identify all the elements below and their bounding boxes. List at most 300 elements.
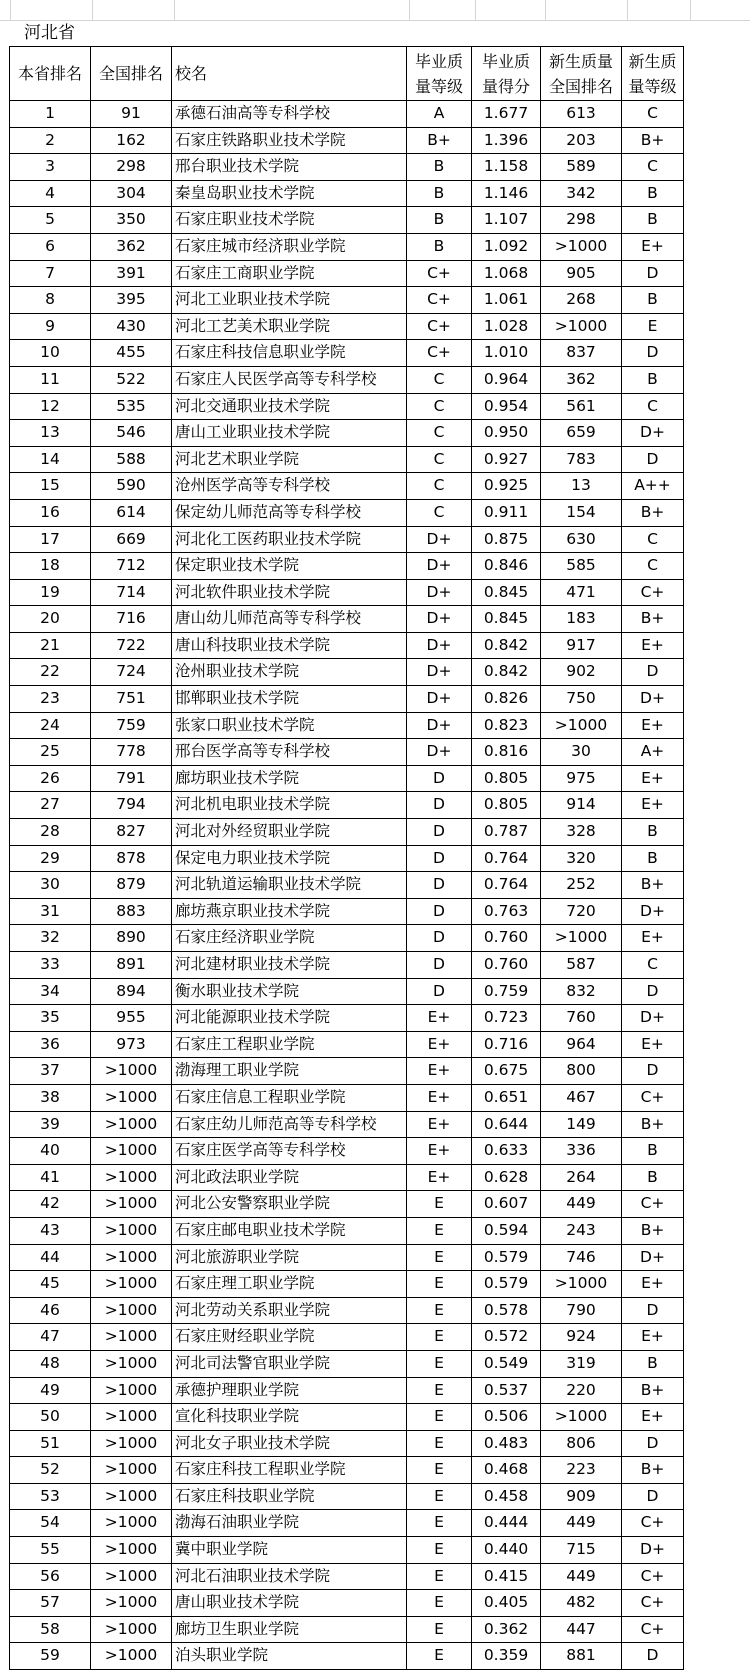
gridline xyxy=(627,0,628,20)
freshman-rank-cell: 561 xyxy=(541,393,622,420)
province-rank-cell: 37 xyxy=(10,1058,91,1085)
national-rank-cell: 304 xyxy=(91,180,172,207)
grad-score-cell: 0.826 xyxy=(472,686,541,713)
freshman-grade-cell: E+ xyxy=(622,765,684,792)
table-row xyxy=(10,1510,684,1537)
national-rank-cell: >1000 xyxy=(91,1271,172,1298)
grad-grade-cell: D xyxy=(407,952,472,979)
grad-grade-cell: D xyxy=(407,765,472,792)
freshman-grade-cell: C xyxy=(622,154,684,181)
table-row xyxy=(10,978,684,1005)
freshman-grade-cell: C+ xyxy=(622,1084,684,1111)
freshman-grade-cell: C+ xyxy=(622,1590,684,1617)
freshman-grade-cell: E+ xyxy=(622,1031,684,1058)
province-rank-cell: 6 xyxy=(10,233,91,260)
school-name-cell: 河北轨道运输职业技术学院 xyxy=(172,872,407,899)
province-rank-cell: 33 xyxy=(10,952,91,979)
grad-grade-cell: E xyxy=(407,1244,472,1271)
freshman-rank-cell: 320 xyxy=(541,845,622,872)
grad-score-cell: 0.405 xyxy=(472,1590,541,1617)
freshman-grade-cell: D+ xyxy=(622,686,684,713)
grad-grade-cell: D xyxy=(407,978,472,1005)
grad-score-cell: 0.483 xyxy=(472,1430,541,1457)
school-name-cell: 河北交通职业技术学院 xyxy=(172,393,407,420)
table-row xyxy=(10,1404,684,1431)
freshman-grade-cell: B xyxy=(622,845,684,872)
grad-score-cell: 1.028 xyxy=(472,313,541,340)
province-rank-cell: 56 xyxy=(10,1563,91,1590)
freshman-rank-cell: 924 xyxy=(541,1324,622,1351)
freshman-grade-cell: C+ xyxy=(622,1616,684,1643)
freshman-rank-cell: >1000 xyxy=(541,925,622,952)
freshman-grade-cell: C xyxy=(622,553,684,580)
grad-grade-cell: D+ xyxy=(407,686,472,713)
freshman-grade-cell: D+ xyxy=(622,420,684,447)
grad-grade-cell: C xyxy=(407,446,472,473)
grad-grade-cell: C+ xyxy=(407,340,472,367)
province-rank-cell: 50 xyxy=(10,1404,91,1431)
table-row xyxy=(10,1111,684,1138)
national-rank-cell: 455 xyxy=(91,340,172,367)
school-name-cell: 河北工艺美术职业学院 xyxy=(172,313,407,340)
school-name-cell: 石家庄经济职业学院 xyxy=(172,925,407,952)
table-row xyxy=(10,1377,684,1404)
school-name-cell: 廊坊卫生职业学院 xyxy=(172,1616,407,1643)
freshman-grade-cell: C xyxy=(622,101,684,128)
grad-score-cell: 0.805 xyxy=(472,792,541,819)
national-rank-cell: 391 xyxy=(91,260,172,287)
province-rank-cell: 53 xyxy=(10,1483,91,1510)
grad-score-cell: 0.950 xyxy=(472,420,541,447)
table-row xyxy=(10,1590,684,1617)
freshman-grade-cell: B xyxy=(622,819,684,846)
gridline xyxy=(475,0,476,20)
freshman-rank-cell: 909 xyxy=(541,1483,622,1510)
province-rank-cell: 54 xyxy=(10,1510,91,1537)
freshman-rank-cell: 243 xyxy=(541,1217,622,1244)
national-rank-cell: 298 xyxy=(91,154,172,181)
freshman-rank-cell: 154 xyxy=(541,499,622,526)
grad-grade-cell: E xyxy=(407,1590,472,1617)
school-name-cell: 石家庄财经职业学院 xyxy=(172,1324,407,1351)
national-rank-cell: 350 xyxy=(91,207,172,234)
freshman-rank-cell: 975 xyxy=(541,765,622,792)
grad-score-cell: 0.549 xyxy=(472,1350,541,1377)
freshman-grade-cell: D xyxy=(622,446,684,473)
grad-grade-cell: B xyxy=(407,154,472,181)
national-rank-cell: >1000 xyxy=(91,1138,172,1165)
freshman-rank-cell: 319 xyxy=(541,1350,622,1377)
province-rank-cell: 40 xyxy=(10,1138,91,1165)
freshman-rank-cell: 800 xyxy=(541,1058,622,1085)
grad-score-cell: 0.579 xyxy=(472,1244,541,1271)
header-text: 量得分 xyxy=(481,76,530,96)
grad-score-cell: 0.764 xyxy=(472,872,541,899)
province-rank-cell: 23 xyxy=(10,686,91,713)
province-rank-cell: 46 xyxy=(10,1297,91,1324)
table-row xyxy=(10,925,684,952)
grad-score-cell: 0.964 xyxy=(472,366,541,393)
freshman-grade-cell: C xyxy=(622,952,684,979)
school-name-cell: 唐山科技职业技术学院 xyxy=(172,632,407,659)
national-rank-cell: 724 xyxy=(91,659,172,686)
grad-grade-cell: D+ xyxy=(407,526,472,553)
freshman-rank-cell: 832 xyxy=(541,978,622,1005)
school-name-cell: 石家庄科技信息职业学院 xyxy=(172,340,407,367)
grad-score-cell: 0.842 xyxy=(472,632,541,659)
freshman-rank-cell: 342 xyxy=(541,180,622,207)
freshman-rank-cell: 585 xyxy=(541,553,622,580)
freshman-grade-cell: B+ xyxy=(622,1111,684,1138)
grad-grade-cell: E xyxy=(407,1271,472,1298)
school-name-cell: 石家庄科技职业学院 xyxy=(172,1483,407,1510)
grad-score-cell: 0.846 xyxy=(472,553,541,580)
school-name-cell: 石家庄理工职业学院 xyxy=(172,1271,407,1298)
school-name-cell: 石家庄职业技术学院 xyxy=(172,207,407,234)
freshman-rank-cell: >1000 xyxy=(541,1271,622,1298)
grad-score-cell: 0.572 xyxy=(472,1324,541,1351)
school-name-cell: 石家庄城市经济职业学院 xyxy=(172,233,407,260)
grad-score-cell: 0.444 xyxy=(472,1510,541,1537)
national-rank-cell: >1000 xyxy=(91,1483,172,1510)
province-rank-cell: 10 xyxy=(10,340,91,367)
national-rank-cell: 878 xyxy=(91,845,172,872)
grad-grade-cell: E xyxy=(407,1643,472,1670)
freshman-rank-cell: 449 xyxy=(541,1563,622,1590)
national-rank-cell: 91 xyxy=(91,101,172,128)
freshman-grade-cell: E+ xyxy=(622,1324,684,1351)
province-rank-cell: 57 xyxy=(10,1590,91,1617)
freshman-grade-cell: E+ xyxy=(622,925,684,952)
freshman-rank-cell: 183 xyxy=(541,606,622,633)
freshman-rank-cell: 587 xyxy=(541,952,622,979)
freshman-rank-cell: 746 xyxy=(541,1244,622,1271)
grad-score-cell: 0.759 xyxy=(472,978,541,1005)
national-rank-cell: 827 xyxy=(91,819,172,846)
school-name-cell: 石家庄人民医学高等专科学校 xyxy=(172,366,407,393)
school-name-cell: 石家庄铁路职业技术学院 xyxy=(172,127,407,154)
table-row xyxy=(10,1058,684,1085)
school-name-cell: 保定职业技术学院 xyxy=(172,553,407,580)
table-row xyxy=(10,446,684,473)
province-rank-cell: 4 xyxy=(10,180,91,207)
grad-score-cell: 0.927 xyxy=(472,446,541,473)
grad-grade-cell: E xyxy=(407,1563,472,1590)
school-name-cell: 冀中职业学院 xyxy=(172,1537,407,1564)
gridline xyxy=(545,0,546,20)
school-name-cell: 河北旅游职业学院 xyxy=(172,1244,407,1271)
grad-grade-cell: D+ xyxy=(407,579,472,606)
national-rank-header xyxy=(91,47,172,101)
national-rank-cell: 791 xyxy=(91,765,172,792)
school-name-cell: 河北软件职业技术学院 xyxy=(172,579,407,606)
grad-score-cell: 0.760 xyxy=(472,925,541,952)
national-rank-cell: 395 xyxy=(91,287,172,314)
grad-grade-cell: D xyxy=(407,898,472,925)
freshman-grade-cell: D+ xyxy=(622,898,684,925)
table-row xyxy=(10,765,684,792)
national-rank-cell: >1000 xyxy=(91,1191,172,1218)
school-name-cell: 河北对外经贸职业学院 xyxy=(172,819,407,846)
national-rank-cell: 716 xyxy=(91,606,172,633)
school-name-cell: 保定电力职业技术学院 xyxy=(172,845,407,872)
grad-score-cell: 0.362 xyxy=(472,1616,541,1643)
national-rank-cell: 712 xyxy=(91,553,172,580)
freshman-grade-cell: B xyxy=(622,1350,684,1377)
grad-score-cell: 0.628 xyxy=(472,1164,541,1191)
freshman-grade-cell: B+ xyxy=(622,606,684,633)
freshman-grade-cell: D+ xyxy=(622,1244,684,1271)
national-rank-cell: 778 xyxy=(91,739,172,766)
province-rank-cell: 8 xyxy=(10,287,91,314)
table-row xyxy=(10,1430,684,1457)
province-rank-cell: 59 xyxy=(10,1643,91,1670)
freshman-grade-cell: C+ xyxy=(622,1510,684,1537)
province-rank-cell: 13 xyxy=(10,420,91,447)
freshman-grade-cell: E+ xyxy=(622,233,684,260)
school-name-cell: 廊坊职业技术学院 xyxy=(172,765,407,792)
gridline xyxy=(0,20,750,21)
freshman-rank-cell: >1000 xyxy=(541,1404,622,1431)
school-name-cell: 河北艺术职业学院 xyxy=(172,446,407,473)
province-rank-cell: 11 xyxy=(10,366,91,393)
province-rank-cell: 38 xyxy=(10,1084,91,1111)
freshman-rank-cell: 750 xyxy=(541,686,622,713)
gridline xyxy=(409,0,410,20)
province-rank-cell: 41 xyxy=(10,1164,91,1191)
table-row xyxy=(10,1563,684,1590)
freshman-grade-cell: D xyxy=(622,1058,684,1085)
grad-score-cell: 0.816 xyxy=(472,739,541,766)
freshman-grade-cell: E+ xyxy=(622,632,684,659)
province-rank-cell: 12 xyxy=(10,393,91,420)
grad-grade-cell: E+ xyxy=(407,1138,472,1165)
province-rank-cell: 35 xyxy=(10,1005,91,1032)
freshman-grade-cell: A+ xyxy=(622,739,684,766)
freshman-rank-cell: 30 xyxy=(541,739,622,766)
freshman-grade-cell: D xyxy=(622,1430,684,1457)
grad-grade-cell: E xyxy=(407,1537,472,1564)
freshman-grade-cell: E+ xyxy=(622,712,684,739)
grad-score-cell: 0.506 xyxy=(472,1404,541,1431)
school-name-cell: 廊坊燕京职业技术学院 xyxy=(172,898,407,925)
grad-grade-cell: D xyxy=(407,792,472,819)
national-rank-cell: >1000 xyxy=(91,1324,172,1351)
province-rank-cell: 43 xyxy=(10,1217,91,1244)
freshman-rank-cell: >1000 xyxy=(541,313,622,340)
header-text: 量等级 xyxy=(628,76,677,96)
grad-grade-cell: C+ xyxy=(407,313,472,340)
table-row xyxy=(10,659,684,686)
national-rank-cell: 588 xyxy=(91,446,172,473)
freshman-rank-cell: 447 xyxy=(541,1616,622,1643)
province-rank-cell: 51 xyxy=(10,1430,91,1457)
grad-grade-cell: D+ xyxy=(407,659,472,686)
grad-grade-cell: E xyxy=(407,1217,472,1244)
header-text: 本省排名 xyxy=(17,64,82,83)
grad-grade-cell: C xyxy=(407,366,472,393)
province-rank-cell: 2 xyxy=(10,127,91,154)
table-row xyxy=(10,233,684,260)
table-row xyxy=(10,101,684,128)
school-name-cell: 石家庄工程职业学院 xyxy=(172,1031,407,1058)
national-rank-cell: 546 xyxy=(91,420,172,447)
freshman-rank-cell: 449 xyxy=(541,1191,622,1218)
grad-score-cell: 1.010 xyxy=(472,340,541,367)
freshman-rank-cell: 298 xyxy=(541,207,622,234)
freshman-grade-cell: E+ xyxy=(622,792,684,819)
freshman-rank-cell: 149 xyxy=(541,1111,622,1138)
national-rank-cell: >1000 xyxy=(91,1616,172,1643)
grad-score-cell: 0.805 xyxy=(472,765,541,792)
grad-score-cell: 0.823 xyxy=(472,712,541,739)
freshman-grade-cell: B xyxy=(622,180,684,207)
grad-score-cell: 1.146 xyxy=(472,180,541,207)
freshman-grade-cell: E xyxy=(622,313,684,340)
grad-grade-cell: E xyxy=(407,1510,472,1537)
school-name-cell: 邢台医学高等专科学校 xyxy=(172,739,407,766)
national-rank-cell: >1000 xyxy=(91,1350,172,1377)
freshman-rank-cell: 328 xyxy=(541,819,622,846)
header-text: 校名 xyxy=(175,64,208,83)
national-rank-cell: 955 xyxy=(91,1005,172,1032)
freshman-grade-cell: B+ xyxy=(622,127,684,154)
grad-score-header xyxy=(472,47,541,101)
province-rank-cell: 58 xyxy=(10,1616,91,1643)
grad-score-cell: 0.579 xyxy=(472,1271,541,1298)
school-name-cell: 泊头职业学院 xyxy=(172,1643,407,1670)
table-row xyxy=(10,1084,684,1111)
table-row xyxy=(10,819,684,846)
grad-grade-cell: D+ xyxy=(407,553,472,580)
table-row xyxy=(10,1457,684,1484)
school-name-cell: 石家庄医学高等专科学校 xyxy=(172,1138,407,1165)
grad-score-cell: 1.061 xyxy=(472,287,541,314)
freshman-rank-cell: 449 xyxy=(541,1510,622,1537)
freshman-rank-cell: 220 xyxy=(541,1377,622,1404)
province-rank-cell: 5 xyxy=(10,207,91,234)
freshman-rank-cell: 482 xyxy=(541,1590,622,1617)
grad-grade-cell: E xyxy=(407,1191,472,1218)
school-name-cell: 石家庄幼儿师范高等专科学校 xyxy=(172,1111,407,1138)
grad-score-cell: 0.925 xyxy=(472,473,541,500)
school-name-cell: 河北女子职业技术学院 xyxy=(172,1430,407,1457)
freshman-grade-cell: C+ xyxy=(622,1191,684,1218)
grad-score-cell: 1.396 xyxy=(472,127,541,154)
school-name-cell: 宣化科技职业学院 xyxy=(172,1404,407,1431)
national-rank-cell: 430 xyxy=(91,313,172,340)
table-row xyxy=(10,579,684,606)
table-row xyxy=(10,1164,684,1191)
grad-grade-cell: D xyxy=(407,819,472,846)
table-row xyxy=(10,1191,684,1218)
national-rank-cell: >1000 xyxy=(91,1457,172,1484)
school-name-cell: 唐山幼儿师范高等专科学校 xyxy=(172,606,407,633)
grad-score-cell: 0.845 xyxy=(472,579,541,606)
national-rank-cell: 162 xyxy=(91,127,172,154)
freshman-grade-cell: C xyxy=(622,393,684,420)
national-rank-cell: 362 xyxy=(91,233,172,260)
province-rank-cell: 36 xyxy=(10,1031,91,1058)
grad-grade-cell: E xyxy=(407,1616,472,1643)
freshman-rank-cell: 720 xyxy=(541,898,622,925)
grad-grade-cell: B+ xyxy=(407,127,472,154)
grad-grade-cell: E+ xyxy=(407,1084,472,1111)
freshman-rank-cell: 471 xyxy=(541,579,622,606)
grad-score-cell: 0.633 xyxy=(472,1138,541,1165)
grad-score-cell: 0.440 xyxy=(472,1537,541,1564)
table-row xyxy=(10,1244,684,1271)
grad-score-cell: 0.716 xyxy=(472,1031,541,1058)
school-name-cell: 唐山工业职业技术学院 xyxy=(172,420,407,447)
school-name-cell: 河北劳动关系职业学院 xyxy=(172,1297,407,1324)
province-rank-cell: 15 xyxy=(10,473,91,500)
freshman-rank-cell: 902 xyxy=(541,659,622,686)
school-name-cell: 承德石油高等专科学校 xyxy=(172,101,407,128)
table-row xyxy=(10,127,684,154)
freshman-grade-cell: D xyxy=(622,1483,684,1510)
header-text: 毕业质 xyxy=(481,51,530,71)
school-name-cell: 邯郸职业技术学院 xyxy=(172,686,407,713)
freshman-rank-cell: 760 xyxy=(541,1005,622,1032)
freshman-rank-cell: 630 xyxy=(541,526,622,553)
freshman-grade-cell: D xyxy=(622,340,684,367)
province-rank-header xyxy=(10,47,91,101)
province-rank-cell: 21 xyxy=(10,632,91,659)
province-rank-cell: 47 xyxy=(10,1324,91,1351)
freshman-rank-header xyxy=(541,47,622,101)
grad-grade-cell: E xyxy=(407,1324,472,1351)
school-name-cell: 河北司法警官职业学院 xyxy=(172,1350,407,1377)
national-rank-cell: 890 xyxy=(91,925,172,952)
freshman-rank-cell: 203 xyxy=(541,127,622,154)
national-rank-cell: >1000 xyxy=(91,1537,172,1564)
table-row xyxy=(10,154,684,181)
table-row xyxy=(10,952,684,979)
table-row xyxy=(10,313,684,340)
national-rank-cell: 879 xyxy=(91,872,172,899)
province-rank-cell: 39 xyxy=(10,1111,91,1138)
freshman-grade-cell: D xyxy=(622,1643,684,1670)
grad-score-cell: 0.359 xyxy=(472,1643,541,1670)
freshman-rank-cell: >1000 xyxy=(541,712,622,739)
freshman-rank-cell: 13 xyxy=(541,473,622,500)
province-rank-cell: 44 xyxy=(10,1244,91,1271)
grad-score-cell: 0.787 xyxy=(472,819,541,846)
province-rank-cell: 31 xyxy=(10,898,91,925)
school-name-cell: 张家口职业技术学院 xyxy=(172,712,407,739)
freshman-rank-cell: 613 xyxy=(541,101,622,128)
grad-grade-cell: E+ xyxy=(407,1164,472,1191)
school-name-cell: 河北化工医药职业技术学院 xyxy=(172,526,407,553)
freshman-grade-cell: A++ xyxy=(622,473,684,500)
freshman-rank-cell: 252 xyxy=(541,872,622,899)
freshman-grade-cell: C+ xyxy=(622,1563,684,1590)
grad-grade-cell: E xyxy=(407,1377,472,1404)
grad-grade-cell: E xyxy=(407,1483,472,1510)
national-rank-cell: 973 xyxy=(91,1031,172,1058)
grad-score-cell: 1.092 xyxy=(472,233,541,260)
province-rank-cell: 1 xyxy=(10,101,91,128)
school-name-cell: 石家庄科技工程职业学院 xyxy=(172,1457,407,1484)
freshman-grade-cell: B xyxy=(622,1164,684,1191)
school-name-cell: 渤海石油职业学院 xyxy=(172,1510,407,1537)
grad-grade-cell: E+ xyxy=(407,1111,472,1138)
table-row xyxy=(10,898,684,925)
grad-grade-cell: E xyxy=(407,1457,472,1484)
province-rank-cell: 7 xyxy=(10,260,91,287)
province-rank-cell: 3 xyxy=(10,154,91,181)
